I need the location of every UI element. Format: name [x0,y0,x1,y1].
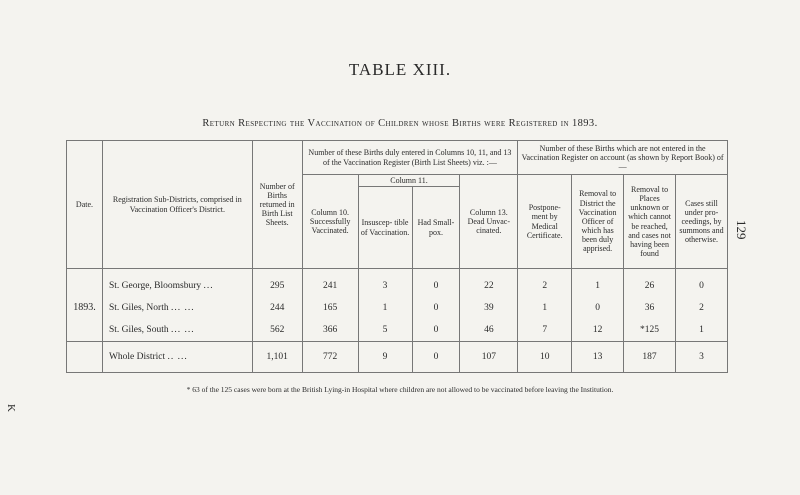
year-cell: 1893. [67,269,103,342]
header-col13: Column 13. Dead Unvac- cinated. [460,175,518,269]
district-name: St. George, Bloomsbury ... [102,269,252,298]
total-insusceptible-cell: 9 [358,342,412,373]
header-col11: Column 11. [358,175,460,187]
header-smallpox: Had Small- pox. [412,187,460,269]
postponement-cell: 1 [518,297,572,319]
cases-still-cell: 2 [676,297,728,319]
header-removal-places: Removal to Places unknown or which cannot be reached, and cases not having been found [624,175,676,269]
table-row [67,269,728,298]
total-dead-cell: 107 [460,342,518,373]
total-vaccinated-cell: 772 [302,342,358,373]
insusceptible-cell: 3 [358,269,412,298]
header-insusceptible: Insuscep- tible of Vaccination. [358,187,412,269]
total-cases-still-cell: 3 [676,342,728,373]
insusceptible-cell: 1 [358,297,412,319]
smallpox-cell: 0 [412,297,460,319]
signature-mark: K [5,404,17,412]
page-number: 129 [734,220,749,240]
header-date: Date. [67,141,103,269]
header-cases-still: Cases still under pro- ceedings, by summons and otherwise. [676,175,728,269]
vaccination-table [66,140,728,373]
removal-places-cell: 26 [624,269,676,298]
header-entered-group: Number of these Births duly entered in Columns 10, 11, and 13 of the Vaccination Register (Birth List Sheets) viz. :— [302,141,518,175]
vaccinated-cell: 241 [302,269,358,298]
total-label: Whole District .. ... [102,342,252,373]
table-row [67,319,728,342]
postponement-cell: 2 [518,269,572,298]
removal-district-cell: 12 [572,319,624,342]
total-smallpox-cell: 0 [412,342,460,373]
removal-district-cell: 0 [572,297,624,319]
removal-places-cell: 36 [624,297,676,319]
header-births: Number of Births returned in Birth List Sheets. [252,141,302,269]
vaccinated-cell: 165 [302,297,358,319]
cases-still-cell: 1 [676,319,728,342]
postponement-cell: 7 [518,319,572,342]
births-cell: 295 [252,269,302,298]
cases-still-cell: 0 [676,269,728,298]
dead-cell: 46 [460,319,518,342]
table-subtitle: Return Respecting the Vaccination of Children whose Births were Registered in 1893. [202,118,598,129]
dead-cell: 22 [460,269,518,298]
removal-places-cell: *125 [624,319,676,342]
district-name: St. Giles, North ... ... [102,297,252,319]
total-removal-district-cell: 13 [572,342,624,373]
district-name: St. Giles, South ... ... [102,319,252,342]
table-title: TABLE XIII. [348,60,452,79]
header-postponement: Postpone- ment by Medical Certificate. [518,175,572,269]
total-row [67,342,728,373]
table-row [67,297,728,319]
removal-district-cell: 1 [572,269,624,298]
births-cell: 244 [252,297,302,319]
header-district: Registration Sub-Districts, comprised in Vaccination Officer's District. [102,141,252,269]
births-cell: 562 [252,319,302,342]
vaccinated-cell: 366 [302,319,358,342]
total-postponement-cell: 10 [518,342,572,373]
total-births-cell: 1,101 [252,342,302,373]
header-removal-district: Removal to District the Vaccination Officer of which has been duly apprised. [572,175,624,269]
header-not-entered-group: Number of these Births which are not entered in the Vaccination Register on account (as shown by Report Book) of— [518,141,728,175]
header-col10: Column 10. Successfully Vaccinated. [302,175,358,269]
dead-cell: 39 [460,297,518,319]
insusceptible-cell: 5 [358,319,412,342]
footnote: * 63 of the 125 cases were born at the British Lying-in Hospital where children are not allowed to be vaccinated before leaving the Institution. [186,385,614,394]
smallpox-cell: 0 [412,319,460,342]
total-removal-places-cell: 187 [624,342,676,373]
empty-date-cell [67,342,103,373]
smallpox-cell: 0 [412,269,460,298]
